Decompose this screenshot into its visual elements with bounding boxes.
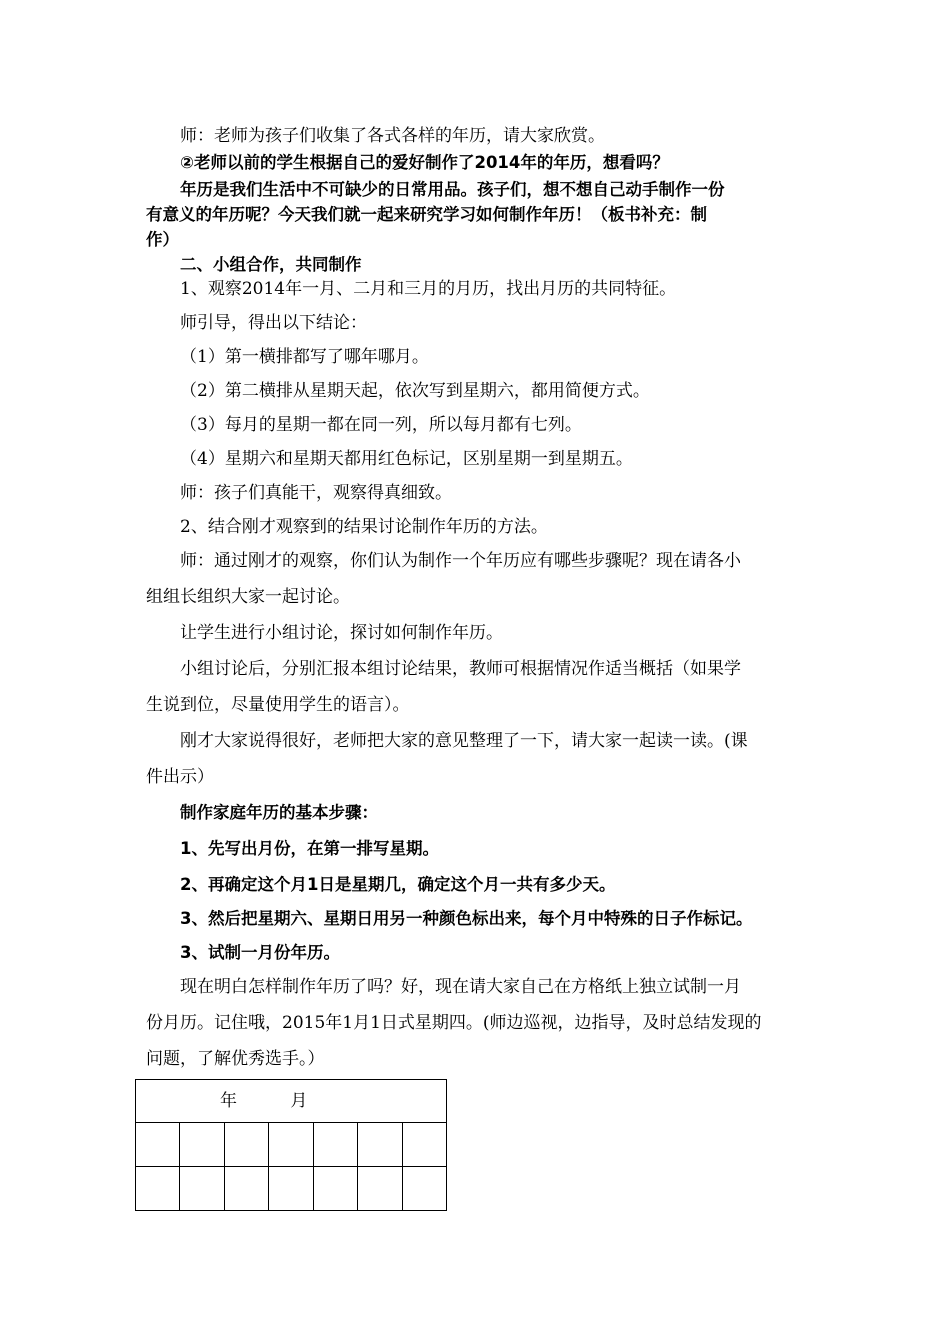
text-line: 有意义的年历呢？今天我们就一起来研究学习如何制作年历！（板书补充：制 [146,205,707,224]
calendar-cell [136,1123,180,1167]
calendar-row [136,1123,447,1167]
calendar-cell [402,1167,446,1211]
calendar-cell [180,1167,224,1211]
calendar-cell [313,1167,357,1211]
calendar-cell [180,1123,224,1167]
calendar-row [136,1167,447,1211]
step-item: 3、然后把星期六、星期日用另一种颜色标出来，每个月中特殊的日子作标记。 [180,909,753,928]
list-item: （1）第一横排都写了哪年哪月。 [180,347,429,367]
text-line: ②老师以前的学生根据自己的爱好制作了2014年的年历，想看吗？ [180,153,669,172]
step-item: 1、先写出月份，在第一排写星期。 [180,839,439,858]
calendar-cell [224,1123,268,1167]
list-item: （2）第二横排从星期天起，依次写到星期六，都用简便方式。 [180,381,650,401]
calendar-cell [313,1123,357,1167]
calendar-cell [358,1167,402,1211]
text-line: 让学生进行小组讨论，探讨如何制作年历。 [180,623,503,643]
text-line: 件出示） [146,767,214,787]
text-line: 问题，了解优秀选手。） [146,1049,325,1069]
list-item: （3）每月的星期一都在同一列，所以每月都有七列。 [180,415,582,435]
calendar-cell [136,1167,180,1211]
text-line: 现在明白怎样制作年历了吗？好，现在请大家自己在方格纸上独立试制一月 [180,977,741,997]
text-line: 作） [146,230,179,249]
text-line: 年历是我们生活中不可缺少的日常用品。孩子们，想不想自己动手制作一份 [180,180,725,199]
step-item: 2、再确定这个月1日是星期几，确定这个月一共有多少天。 [180,875,616,894]
text-line: 组组长组织大家一起讨论。 [146,587,350,607]
calendar-cell [269,1123,313,1167]
text-line: 师：通过刚才的观察，你们认为制作一个年历应有哪些步骤呢？现在请各小 [180,551,741,571]
text-line: 生说到位，尽量使用学生的语言）。 [146,695,410,715]
month-label: 月 [290,1091,308,1111]
steps-heading: 制作家庭年历的基本步骤： [180,803,378,822]
calendar-header-cell [136,1080,447,1123]
text-line: 小组讨论后，分别汇报本组讨论结果，教师可根据情况作适当概括（如果学 [180,659,741,679]
list-item: （4）星期六和星期天都用红色标记，区别星期一到星期五。 [180,449,633,469]
calendar-cell [269,1167,313,1211]
text-line: 师引导，得出以下结论： [180,313,367,333]
calendar-grid [135,1079,447,1211]
calendar-cell [402,1123,446,1167]
text-line: 2、结合刚才观察到的结果讨论制作年历的方法。 [180,517,548,537]
text-line: 师：孩子们真能干，观察得真细致。 [180,483,452,503]
text-line: 1、观察2014年一月、二月和三月的月历，找出月历的共同特征。 [180,279,677,299]
year-label: 年 [220,1091,237,1111]
text-line: 份月历。记住哦，2015年1月1日式星期四。(师边巡视，边指导，及时总结发现的 [146,1013,762,1033]
step-item: 3、试制一月份年历。 [180,943,340,962]
calendar-cell [358,1123,402,1167]
text-line: 师：老师为孩子们收集了各式各样的年历，请大家欣赏。 [180,126,605,146]
text-line: 刚才大家说得很好，老师把大家的意见整理了一下，请大家一起读一读。(课 [180,731,748,751]
calendar-cell [224,1167,268,1211]
section-heading: 二、小组合作，共同制作 [180,255,362,274]
calendar-header-row [136,1080,447,1123]
